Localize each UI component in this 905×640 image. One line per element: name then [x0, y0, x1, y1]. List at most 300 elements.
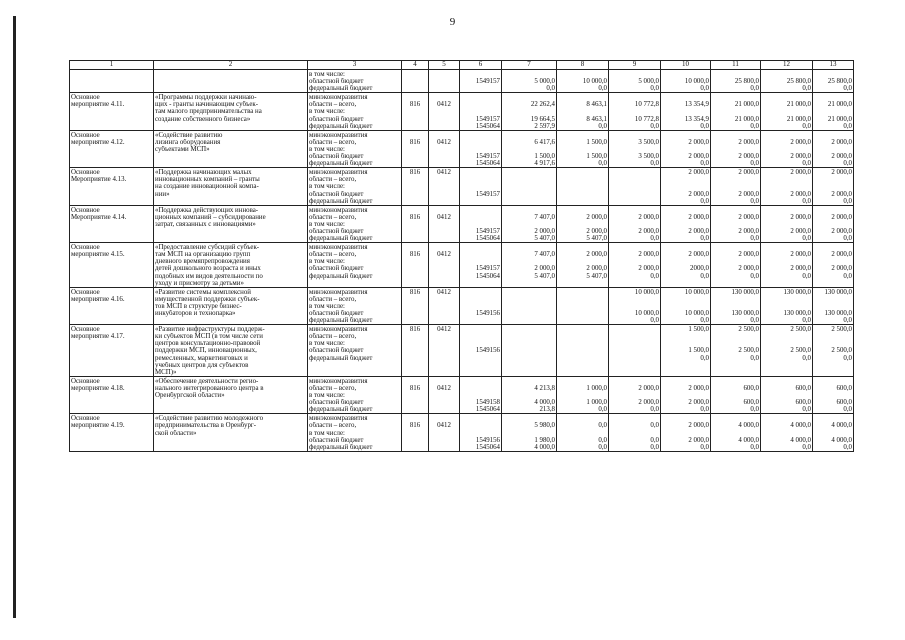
- cell-year-2020: 130 000,0: [813, 310, 854, 317]
- cell-year-2019: [761, 221, 813, 228]
- cell-year-2020: 2 000,0: [813, 168, 854, 177]
- cell-grbs-code: [402, 116, 429, 123]
- cell-event-name: Основное: [70, 93, 154, 102]
- cell-year-2016: [609, 376, 661, 385]
- table-row: [70, 183, 854, 190]
- cell-section-code: [429, 183, 460, 190]
- cell-year-2014: [502, 243, 557, 252]
- cell-grbs-code: 816: [402, 422, 429, 429]
- cell-grbs-code: [402, 376, 429, 385]
- table-row: [70, 176, 854, 183]
- cell-executor: в том числе:: [308, 70, 402, 79]
- cell-event-description: затрат, связанных с инновациями»: [154, 221, 308, 228]
- cell-year-2017: [661, 280, 711, 288]
- cell-year-2018: 0,0: [711, 355, 761, 362]
- cell-executor: области – всего,: [308, 385, 402, 392]
- cell-executor: областной бюджет: [308, 399, 402, 406]
- cell-year-2014: 7 407,0: [502, 251, 557, 258]
- cell-year-2014: [502, 176, 557, 183]
- cell-year-2015: [557, 310, 609, 317]
- cell-target-article: [460, 183, 502, 190]
- header-row: [70, 61, 854, 70]
- cell-target-article: [460, 243, 502, 252]
- cell-year-2018: [711, 392, 761, 399]
- cell-year-2018: [711, 205, 761, 214]
- cell-executor: минэкономразвития: [308, 168, 402, 177]
- cell-executor: областной бюджет: [308, 437, 402, 444]
- cell-year-2015: [557, 340, 609, 347]
- cell-target-article: [460, 168, 502, 177]
- cell-event-name: [70, 160, 154, 168]
- cell-year-2017: [661, 146, 711, 153]
- cell-year-2018: [711, 258, 761, 265]
- cell-event-name: [70, 183, 154, 190]
- cell-year-2015: 8 463,1: [557, 116, 609, 123]
- table-row: [70, 116, 854, 123]
- cell-event-description: нального интегрированного центра в: [154, 385, 308, 392]
- cell-year-2018: [711, 303, 761, 310]
- cell-event-description: [154, 228, 308, 235]
- cell-section-code: [429, 243, 460, 252]
- cell-year-2018: 2 000,0: [711, 191, 761, 198]
- table-row: [70, 70, 854, 79]
- cell-year-2017: 2 000,0: [661, 228, 711, 235]
- cell-section-code: 0412: [429, 139, 460, 146]
- cell-year-2015: 0,0: [557, 437, 609, 444]
- cell-event-description: [154, 70, 308, 79]
- cell-event-description: «Содействие развитию: [154, 130, 308, 139]
- cell-year-2018: 21 000,0: [711, 101, 761, 108]
- cell-year-2019: [761, 93, 813, 102]
- cell-year-2018: 2 500,0: [711, 347, 761, 354]
- table-row: [70, 191, 854, 198]
- cell-year-2020: 600,0: [813, 399, 854, 406]
- cell-event-description: там МСП на организацию групп: [154, 251, 308, 258]
- cell-event-name: Основное: [70, 205, 154, 214]
- cell-event-name: [70, 70, 154, 79]
- cell-event-name: мероприятие 4.16.: [70, 296, 154, 303]
- cell-year-2017: 0,0: [661, 85, 711, 93]
- cell-event-description: инновационных компаний – гранты: [154, 176, 308, 183]
- cell-target-article: [460, 340, 502, 347]
- cell-grbs-code: [402, 93, 429, 102]
- cell-section-code: [429, 265, 460, 272]
- col-header: 5: [429, 61, 460, 70]
- cell-year-2020: [813, 376, 854, 385]
- cell-year-2020: 4 000,0: [813, 437, 854, 444]
- cell-year-2020: 25 800,0: [813, 78, 854, 85]
- cell-year-2015: [557, 205, 609, 214]
- cell-target-article: [460, 251, 502, 258]
- cell-year-2019: 21 000,0: [761, 116, 813, 123]
- cell-event-name: [70, 191, 154, 198]
- cell-year-2016: 0,0: [609, 444, 661, 452]
- cell-year-2015: 0,0: [557, 123, 609, 131]
- cell-year-2014: 5 000,0: [502, 78, 557, 85]
- cell-event-name: Мероприятие 4.14.: [70, 214, 154, 221]
- cell-section-code: [429, 176, 460, 183]
- cell-grbs-code: [402, 430, 429, 437]
- cell-year-2020: 0,0: [813, 406, 854, 414]
- cell-year-2016: [609, 243, 661, 252]
- cell-event-description: «Поддержка начинающих малых: [154, 168, 308, 177]
- cell-year-2020: [813, 146, 854, 153]
- cell-executor: в том числе:: [308, 430, 402, 437]
- table-row: [70, 258, 854, 265]
- cell-year-2016: [609, 355, 661, 362]
- table-row: [70, 333, 854, 340]
- cell-year-2018: [711, 430, 761, 437]
- cell-year-2015: 2 000,0: [557, 251, 609, 258]
- cell-event-name: Основное: [70, 376, 154, 385]
- cell-year-2017: 1 500,0: [661, 325, 711, 334]
- cell-target-article: 1549157: [460, 265, 502, 272]
- cell-year-2020: [813, 176, 854, 183]
- cell-year-2020: 2 000,0: [813, 265, 854, 272]
- cell-year-2020: [813, 414, 854, 423]
- cell-event-description: «Программы поддержки начинаю-: [154, 93, 308, 102]
- cell-year-2019: [761, 376, 813, 385]
- cell-year-2018: [711, 93, 761, 102]
- cell-year-2017: 2000,0: [661, 265, 711, 272]
- cell-event-description: предпринимательства в Оренбург-: [154, 422, 308, 429]
- cell-section-code: [429, 280, 460, 288]
- cell-section-code: [429, 221, 460, 228]
- cell-year-2016: 2 000,0: [609, 399, 661, 406]
- cell-section-code: [429, 444, 460, 452]
- cell-event-name: мероприятие 4.17.: [70, 333, 154, 340]
- cell-executor: федеральный бюджет: [308, 444, 402, 452]
- cell-year-2020: 2 500,0: [813, 325, 854, 334]
- cell-executor: областной бюджет: [308, 153, 402, 160]
- cell-target-article: 1545064: [460, 123, 502, 131]
- cell-section-code: 0412: [429, 385, 460, 392]
- cell-year-2020: [813, 430, 854, 437]
- cell-target-article: 1549156: [460, 347, 502, 354]
- page-number: 9: [449, 16, 456, 28]
- cell-year-2015: [557, 296, 609, 303]
- cell-event-description: [154, 160, 308, 168]
- cell-event-description: тов МСП в структуре бизнес-: [154, 303, 308, 310]
- table-row: [70, 139, 854, 146]
- cell-year-2015: 2 000,0: [557, 228, 609, 235]
- cell-year-2016: [609, 430, 661, 437]
- cell-grbs-code: [402, 228, 429, 235]
- cell-year-2018: 0,0: [711, 160, 761, 168]
- cell-target-article: [460, 198, 502, 206]
- cell-event-description: «Обеспечение деятельности регио-: [154, 376, 308, 385]
- cell-year-2020: 0,0: [813, 355, 854, 362]
- cell-year-2020: 2 000,0: [813, 228, 854, 235]
- cell-executor: минэкономразвития: [308, 205, 402, 214]
- cell-year-2014: [502, 130, 557, 139]
- cell-year-2019: [761, 296, 813, 303]
- cell-executor: области – всего,: [308, 296, 402, 303]
- cell-year-2019: 130 000,0: [761, 287, 813, 296]
- cell-grbs-code: [402, 130, 429, 139]
- cell-event-description: инкубаторов и технопарка»: [154, 310, 308, 317]
- cell-year-2018: [711, 280, 761, 288]
- cell-grbs-code: [402, 273, 429, 280]
- cell-year-2014: [502, 221, 557, 228]
- cell-year-2016: [609, 191, 661, 198]
- cell-year-2019: 2 000,0: [761, 228, 813, 235]
- cell-executor: минэкономразвития: [308, 376, 402, 385]
- cell-event-description: [154, 153, 308, 160]
- cell-year-2019: [761, 130, 813, 139]
- cell-year-2020: [813, 258, 854, 265]
- cell-event-description: [154, 85, 308, 93]
- cell-target-article: [460, 85, 502, 93]
- cell-section-code: 0412: [429, 214, 460, 221]
- cell-executor: в том числе:: [308, 108, 402, 115]
- cell-executor: областной бюджет: [308, 347, 402, 354]
- cell-year-2018: 600,0: [711, 399, 761, 406]
- cell-year-2016: 0,0: [609, 422, 661, 429]
- cell-year-2018: [711, 414, 761, 423]
- cell-year-2020: 2 000,0: [813, 251, 854, 258]
- cell-event-description: [154, 399, 308, 406]
- cell-event-description: лизинга оборудования: [154, 139, 308, 146]
- cell-year-2019: 0,0: [761, 198, 813, 206]
- cell-grbs-code: [402, 369, 429, 377]
- cell-year-2014: [502, 355, 557, 362]
- cell-executor: областной бюджет: [308, 265, 402, 272]
- cell-section-code: [429, 191, 460, 198]
- cell-year-2014: 5 407,0: [502, 273, 557, 280]
- cell-year-2017: 10 000,0: [661, 78, 711, 85]
- cell-event-description: нии»: [154, 191, 308, 198]
- table-row: [70, 406, 854, 414]
- cell-section-code: [429, 362, 460, 369]
- cell-section-code: [429, 296, 460, 303]
- cell-year-2019: [761, 146, 813, 153]
- cell-year-2019: [761, 362, 813, 369]
- cell-year-2020: [813, 130, 854, 139]
- cell-year-2014: [502, 296, 557, 303]
- cell-target-article: 1549156: [460, 437, 502, 444]
- cell-year-2019: 130 000,0: [761, 310, 813, 317]
- cell-year-2016: [609, 146, 661, 153]
- cell-target-article: [460, 258, 502, 265]
- cell-target-article: [460, 93, 502, 102]
- col-header: 6: [460, 61, 502, 70]
- cell-year-2016: [609, 333, 661, 340]
- cell-event-description: [154, 317, 308, 325]
- cell-event-description: [154, 198, 308, 206]
- cell-year-2019: [761, 108, 813, 115]
- cell-executor: минэкономразвития: [308, 243, 402, 252]
- cell-year-2014: [502, 280, 557, 288]
- cell-year-2020: 21 000,0: [813, 116, 854, 123]
- cell-year-2016: 10 772,8: [609, 116, 661, 123]
- cell-executor: минэкономразвития: [308, 414, 402, 423]
- cell-target-article: 1545064: [460, 273, 502, 280]
- cell-year-2018: 4 000,0: [711, 437, 761, 444]
- cell-year-2016: 0,0: [609, 406, 661, 414]
- cell-target-article: 1545064: [460, 160, 502, 168]
- cell-grbs-code: [402, 414, 429, 423]
- cell-year-2017: 0,0: [661, 406, 711, 414]
- cell-event-name: [70, 198, 154, 206]
- cell-event-name: [70, 392, 154, 399]
- cell-target-article: [460, 392, 502, 399]
- cell-grbs-code: 816: [402, 139, 429, 146]
- cell-year-2014: [502, 392, 557, 399]
- cell-event-description: уходу и присмотру за детьми»: [154, 280, 308, 288]
- table-row: [70, 160, 854, 168]
- cell-grbs-code: [402, 392, 429, 399]
- cell-year-2016: [609, 168, 661, 177]
- cell-event-description: Оренбургской области»: [154, 392, 308, 399]
- col-header: 10: [661, 61, 711, 70]
- cell-section-code: [429, 153, 460, 160]
- cell-executor: федеральный бюджет: [308, 273, 402, 280]
- cell-year-2014: [502, 146, 557, 153]
- cell-event-name: [70, 369, 154, 377]
- cell-event-name: [70, 221, 154, 228]
- cell-year-2016: 10 000,0: [609, 287, 661, 296]
- cell-section-code: [429, 70, 460, 79]
- table-row: [70, 376, 854, 385]
- cell-year-2014: 213,8: [502, 406, 557, 414]
- cell-event-name: [70, 258, 154, 265]
- cell-year-2019: [761, 392, 813, 399]
- cell-event-description: субъектами МСП»: [154, 146, 308, 153]
- cell-year-2017: 10 000,0: [661, 287, 711, 296]
- cell-event-name: [70, 265, 154, 272]
- cell-event-name: Основное: [70, 243, 154, 252]
- cell-target-article: 1549158: [460, 399, 502, 406]
- cell-target-article: [460, 325, 502, 334]
- cell-event-name: Основное: [70, 130, 154, 139]
- cell-year-2019: 2 500,0: [761, 325, 813, 334]
- cell-event-name: [70, 303, 154, 310]
- cell-year-2018: [711, 70, 761, 79]
- cell-event-description: «Развитие системы комплексной: [154, 287, 308, 296]
- table-row: [70, 251, 854, 258]
- cell-executor: минэкономразвития: [308, 130, 402, 139]
- cell-event-description: поддержки МСП, инновационных,: [154, 347, 308, 354]
- cell-year-2017: [661, 205, 711, 214]
- cell-year-2014: 1 500,0: [502, 153, 557, 160]
- cell-executor: федеральный бюджет: [308, 317, 402, 325]
- cell-year-2017: 0,0: [661, 160, 711, 168]
- cell-year-2019: [761, 333, 813, 340]
- cell-section-code: [429, 258, 460, 265]
- cell-year-2014: [502, 430, 557, 437]
- cell-year-2018: 2 000,0: [711, 228, 761, 235]
- cell-year-2015: 0,0: [557, 406, 609, 414]
- cell-year-2015: [557, 168, 609, 177]
- cell-year-2017: [661, 333, 711, 340]
- cell-year-2017: 2 000,0: [661, 191, 711, 198]
- cell-year-2019: [761, 183, 813, 190]
- cell-grbs-code: 816: [402, 251, 429, 258]
- cell-event-name: [70, 310, 154, 317]
- cell-event-name: мероприятие 4.18.: [70, 385, 154, 392]
- cell-section-code: 0412: [429, 422, 460, 429]
- cell-event-description: на создание инновационной компа-: [154, 183, 308, 190]
- cell-target-article: [460, 70, 502, 79]
- cell-section-code: [429, 437, 460, 444]
- cell-executor: областной бюджет: [308, 78, 402, 85]
- cell-year-2016: [609, 296, 661, 303]
- cell-year-2017: [661, 130, 711, 139]
- cell-executor: [308, 280, 402, 288]
- cell-year-2016: 0,0: [609, 273, 661, 280]
- cell-event-name: мероприятие 4.11.: [70, 101, 154, 108]
- cell-executor: области – всего,: [308, 251, 402, 258]
- cell-year-2015: [557, 108, 609, 115]
- cell-event-name: [70, 235, 154, 243]
- cell-year-2020: [813, 340, 854, 347]
- cell-grbs-code: 816: [402, 168, 429, 177]
- cell-section-code: [429, 130, 460, 139]
- table-row: [70, 340, 854, 347]
- cell-year-2017: 0,0: [661, 198, 711, 206]
- cell-target-article: 1549157: [460, 228, 502, 235]
- cell-year-2019: 0,0: [761, 160, 813, 168]
- cell-year-2014: [502, 303, 557, 310]
- cell-year-2019: [761, 258, 813, 265]
- cell-grbs-code: [402, 153, 429, 160]
- table-row: [70, 392, 854, 399]
- col-header: 11: [711, 61, 761, 70]
- cell-year-2016: 2 000,0: [609, 214, 661, 221]
- table-row: [70, 78, 854, 85]
- cell-year-2019: 0,0: [761, 235, 813, 243]
- cell-year-2015: [557, 191, 609, 198]
- cell-executor: области – всего,: [308, 333, 402, 340]
- cell-year-2015: 5 407,0: [557, 273, 609, 280]
- cell-grbs-code: [402, 355, 429, 362]
- cell-year-2019: 2 000,0: [761, 168, 813, 177]
- cell-event-name: [70, 146, 154, 153]
- cell-event-name: [70, 444, 154, 452]
- cell-event-name: [70, 355, 154, 362]
- cell-year-2015: [557, 221, 609, 228]
- cell-year-2020: 130 000,0: [813, 287, 854, 296]
- table-row: [70, 243, 854, 252]
- cell-year-2016: 2 000,0: [609, 385, 661, 392]
- cell-year-2016: [609, 198, 661, 206]
- cell-event-description: [154, 406, 308, 414]
- cell-event-description: подобных им видов деятельности по: [154, 273, 308, 280]
- cell-year-2016: [609, 280, 661, 288]
- cell-event-name: Основное: [70, 414, 154, 423]
- cell-target-article: [460, 333, 502, 340]
- cell-year-2014: 22 262,4: [502, 101, 557, 108]
- cell-event-name: Основное: [70, 287, 154, 296]
- cell-event-name: [70, 406, 154, 414]
- cell-event-description: [154, 235, 308, 243]
- cell-target-article: [460, 430, 502, 437]
- cell-year-2018: 4 000,0: [711, 422, 761, 429]
- cell-year-2016: [609, 362, 661, 369]
- page-edge-bar: [13, 16, 16, 618]
- cell-year-2019: 2 000,0: [761, 191, 813, 198]
- cell-executor: в том числе:: [308, 392, 402, 399]
- table-row: [70, 108, 854, 115]
- cell-year-2014: [502, 347, 557, 354]
- cell-year-2014: [502, 317, 557, 325]
- cell-year-2017: 2 000,0: [661, 139, 711, 146]
- cell-section-code: [429, 116, 460, 123]
- cell-year-2019: 0,0: [761, 444, 813, 452]
- cell-target-article: [460, 205, 502, 214]
- cell-year-2017: 0,0: [661, 123, 711, 131]
